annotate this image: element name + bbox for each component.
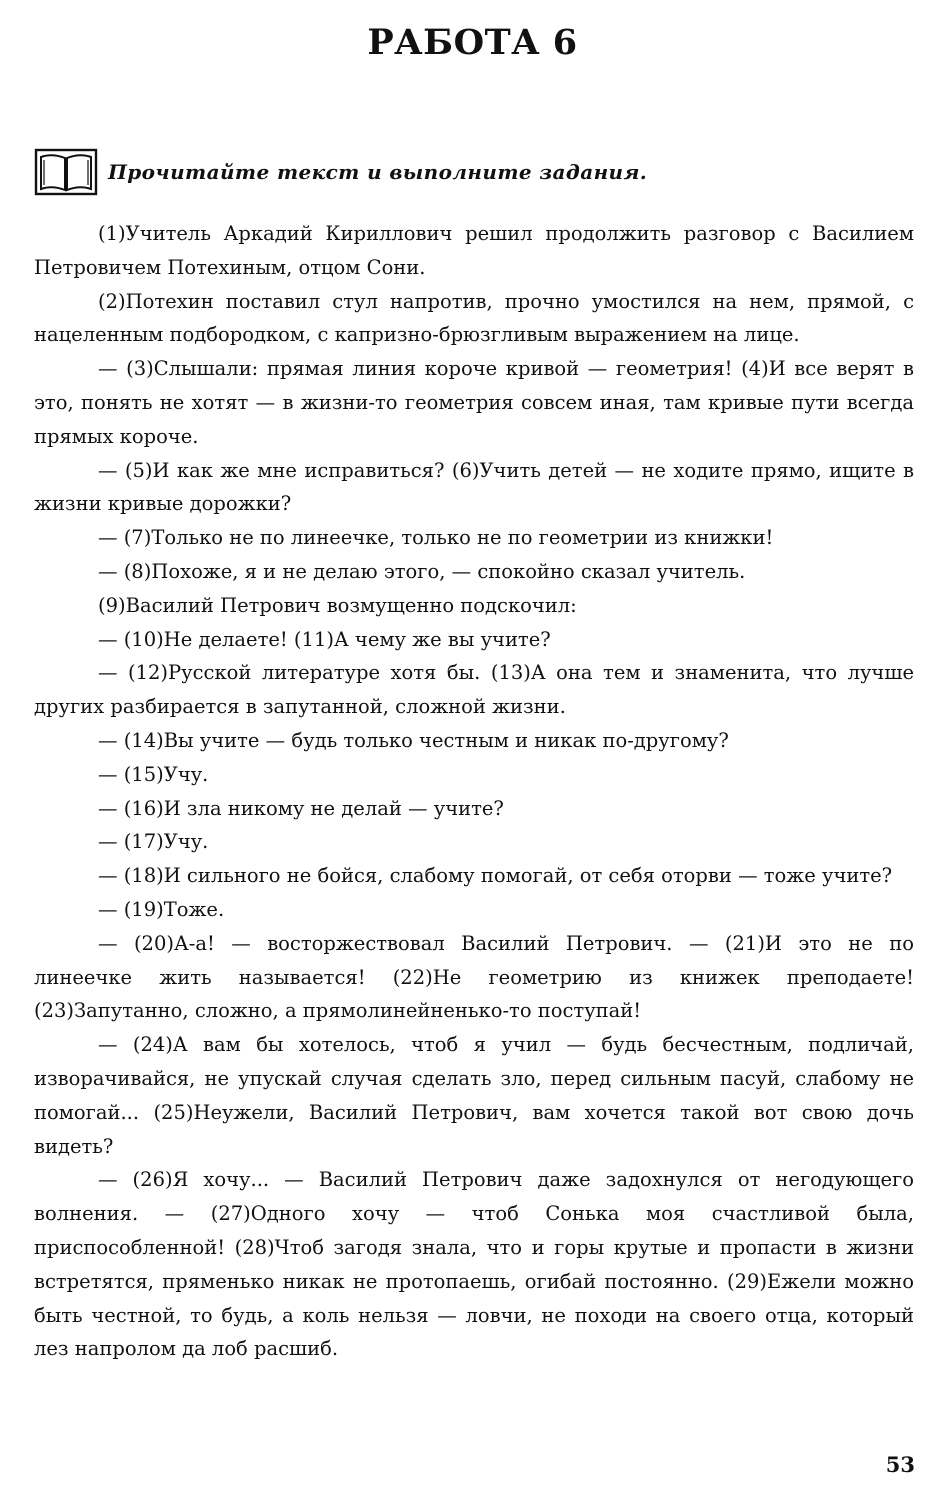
paragraph: — (17)Учу. bbox=[98, 830, 209, 854]
page-number: 53 bbox=[885, 1452, 915, 1477]
paragraph: — (20)А-а! — восторжествовал Василий Петрович. — (21)И это не по линеечке жить называется! (22)Не геометрию из книжек преподаете! (23)Запутанно, сложно, а прямолинейненько-то поступай! bbox=[34, 931, 914, 1023]
instruction bbox=[34, 148, 647, 196]
paragraph: — (26)Я хочу... — Василий Петрович даже задохнулся от негодующего волнения. — (27)Одного хочу — чтоб Сонька моя счастливой была, приспособленной! (28)Чтоб загодя знала, что и горы крутые и пропасти в жизни встретятся, пряменько никак не протопаешь, огибай постоянно. (29)Ежели можно быть честной, то будь, а коль нельзя — ловчи, не походи на своего отца, который лез напролом да лоб расшиб. bbox=[34, 1168, 914, 1361]
paragraph: — (5)И как же мне исправиться? (6)Учить детей — не ходите прямо, ищите в жизни кривые дорожки? bbox=[34, 458, 914, 516]
paragraph: — (3)Слышали: прямая линия короче кривой — геометрия! (4)И все верят в это, понять не хотят — в жизни-то геометрия совсем иная, там кривые пути всегда прямых короче. bbox=[34, 357, 914, 448]
paragraph: (1)Учитель Аркадий Кириллович решил продолжить разговор с Василием Петровичем Потехиным, отцом Сони. bbox=[34, 222, 914, 279]
paragraph: — (14)Вы учите — будь только честным и никак по-другому? bbox=[98, 728, 729, 752]
open-book-icon bbox=[34, 148, 98, 196]
paragraph: (9)Василий Петрович возмущенно подскочил: bbox=[98, 593, 577, 617]
paragraph: — (24)А вам бы хотелось, чтоб я учил — будь бесчестным, подличай, изворачивайся, не упускай случая сделать зло, перед сильным пасуй, слабому не помогай... (25)Неужели, Василий Петрович, вам хочется такой вот свою дочь видеть? bbox=[34, 1033, 914, 1158]
paragraph: — (19)Тоже. bbox=[98, 897, 225, 921]
paragraph: — (16)И зла никому не делай — учите? bbox=[98, 796, 504, 820]
paragraph: — (7)Только не по линеечке, только не по геометрии из книжки! bbox=[98, 526, 774, 550]
page-title: РАБОТА 6 bbox=[367, 22, 578, 63]
paragraph: — (18)И сильного не бойся, слабому помогай, от себя оторви — тоже учите? bbox=[98, 864, 893, 888]
paragraph: — (10)Не делаете! (11)А чему же вы учите? bbox=[98, 627, 551, 651]
paragraph: — (12)Русской литературе хотя бы. (13)А она тем и знаменита, что лучше других разбирается в запутанной, сложной жизни. bbox=[34, 661, 914, 719]
paragraph: (2)Потехин поставил стул напротив, прочно умостился на нем, прямой, с нацеленным подбородком, с капризно-брюзгливым выражением на лице. bbox=[34, 289, 914, 347]
instruction-text: Прочитайте текст и выполните задания. bbox=[108, 160, 648, 184]
paragraph: — (15)Учу. bbox=[98, 762, 209, 786]
text-body bbox=[34, 217, 914, 1366]
paragraph: — (8)Похоже, я и не делаю этого, — спокойно сказал учитель. bbox=[98, 559, 746, 583]
